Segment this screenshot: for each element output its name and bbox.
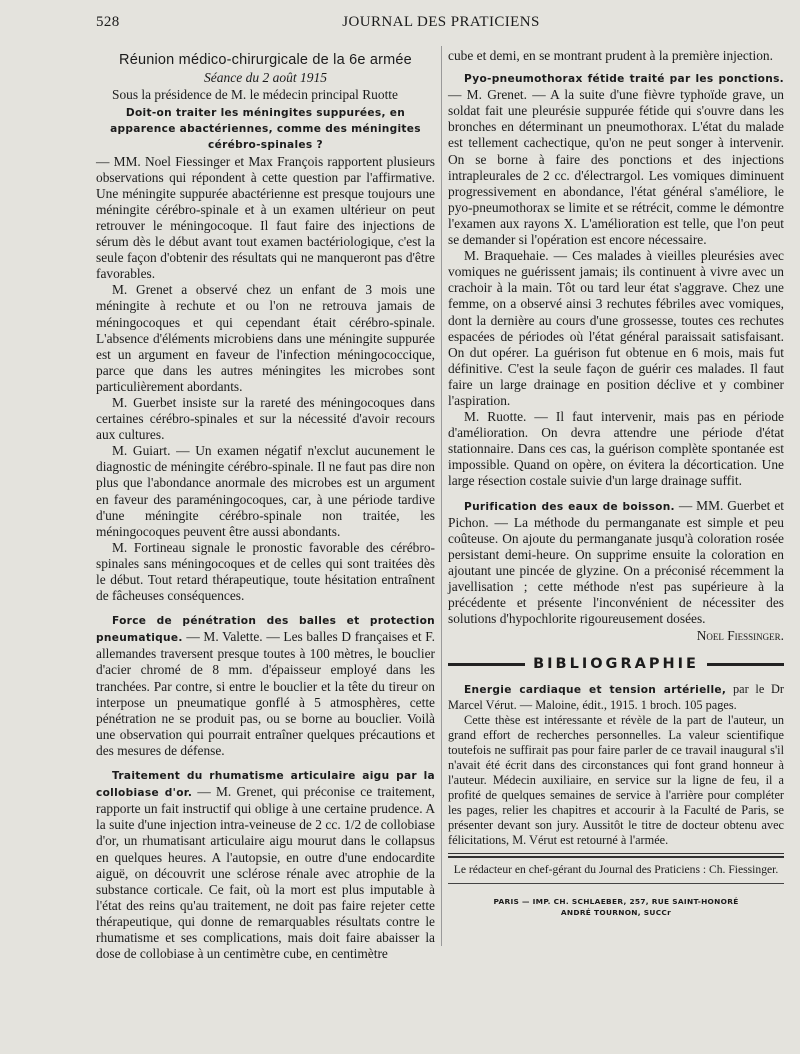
topic-title-balles: Force de pénétration des balles et protection pneumatique. [96, 615, 435, 645]
imprint-line-2: ANDRÉ TOURNON, SUCCr [560, 907, 672, 917]
paragraph-balles [96, 612, 435, 759]
heading-rule-right [707, 663, 784, 666]
imprint-line-1: PARIS — IMP. CH. SCHLAEBER, 257, RUE SAINT-HONORÉ [493, 896, 739, 906]
paragraph-rhumatisme [96, 767, 435, 962]
paragraph: M. Fortineau signale le pronostic favorable des cérébro-spinales sans méningocoques et de celles qui sont traitées dès le début. Tout retard thérapeutique, toute hésitation entraînent de fâcheuses conséquences. [96, 539, 435, 604]
redacteur-line: Le rédacteur en chef-gérant du Journal des Praticiens : Ch. Fiessinger. [453, 863, 779, 877]
topic-title-eaux: Purification des eaux de boisson. [464, 500, 675, 513]
footer-rule [448, 853, 784, 858]
imprint [448, 896, 784, 918]
right-column [448, 48, 784, 918]
footer-rule-thin [448, 883, 784, 884]
biblio-text: Cette thèse est intéressante et révèle de la part de l'auteur, un grand effort de recherches personnelles. La valeur scientifique toutefois ne suffirait pas pour faire parler de ce travail inaugural s'il n'avait été écrit dans des circonstances qui font grand honneur à l'auteur. Médecin auxiliaire, en service sur la ligne de feu, il a profité de quelques semaines de service à l'arrière pour compléter les pages, relier les chapitres et accourir à la Faculté de Paris, se présenter devant son jury. Aussitôt le titre de docteur obtenu avec félicitations, M. Vérut est retourné à l'armée. [448, 713, 784, 847]
section-title: Réunion médico-chirurgicale de la 6e armée [119, 52, 412, 68]
paragraph-text: — M. Grenet. — A la suite d'une fièvre typhoïde grave, un soldat fait une pleurésie suppurée fétide qui s'ouvre dans les bronches en déterminant un pneumothorax. L'état du malade est tellement cachectique, qu'on ne peut songer à intervenir. On se borne à faire des ponctions et des injections intrapleurales de 2 cc. d'électrargol. Les vomiques diminuent progressivement en abondance, l'état général s'améliore, le pyo-pneumothorax se limite et se rétrécit, comme le démontre l'examen aux rayons X. L'amélioration est telle, que l'on peut se demander si l'opération est encore nécessaire. [448, 87, 784, 248]
heading-rule-left [448, 663, 525, 666]
paragraph-continued: cube et demi, en se montrant prudent à la première injection. [448, 48, 773, 63]
bibliographie-label: BIBLIOGRAPHIE [533, 656, 699, 673]
left-column [96, 48, 435, 962]
bibliographie-heading [448, 656, 784, 672]
column-divider [441, 46, 442, 946]
paragraph: M. Guiart. — Un examen négatif n'exclut aucunement le diagnostic de méningite cérébro-spinale. Il ne faut pas dire non plus que l'abondance anormale des microbes est un argument en faveur des paraméningocoques, car, à une période tardive d'une méningite cérébro-spinale non traitée, les méningocoques peuvent être aussi abondants. [96, 443, 435, 539]
page-number: 528 [96, 14, 120, 30]
paragraph-text: — M. Grenet, qui préconise ce traitement, rapporte un fait instructif qui oblige à une certaine prudence. A la suite d'une injection intra-veineuse de 2 cc. 1/2 de collobiase d'or, un rhumatisant articulaire aigu mourut dans le collapsus en quelques heures. A l'autopsie, en outre d'une endocardite aiguë, on découvrit une sclérose rénale avec atrophie de la substance corticale. Ce fait, où la mort est plus imputable à l'état des reins qu'au traitement, ne doit pas faire rejeter cette thérapeutique, qui donne de remarquables résultats contre le rhumatisme et ses complications, mais doit faire abaisser la dose de collobiase à un centimètre cube, en centimètre [96, 784, 435, 962]
journal-title: JOURNAL DES PRATICIENS [342, 14, 540, 30]
biblio-entry [448, 682, 784, 713]
presidence-line: Sous la présidence de M. le médecin principal Ruotte [112, 87, 398, 103]
topic-title-meningites: Doit-on traiter les méningites suppurées, en apparence abactériennes, comme des méningites cérébro-spinales ? [110, 107, 421, 152]
topic-title-rhumatisme: Traitement du rhumatisme articulaire aigu par la collobiase d'or. [96, 770, 435, 800]
signature: Noel Fiessinger. [696, 628, 784, 644]
topic-title-pyo: Pyo-pneumothorax fétide traité par les ponctions. [464, 73, 784, 86]
paragraph: M. Grenet a observé chez un enfant de 3 mois une méningite à rechute et ou l'on ne retrouva jamais de méningocoques et qui cependant était cérébro-spinale. L'absence d'éléments microbiens dans une méningite suppurée est un argument en faveur de l'infection méningococcique, parce que dans les autres méningites les microbes sont particulièrement abordants. [96, 282, 435, 394]
paragraph: M. Braquehaie. — Ces malades à vieilles pleurésies avec vomiques ne guérissent jamais; ils continuent à vivre avec un crachoir à la main. Tôt ou tard leur état s'aggrave. Chez une femme, on a observé ainsi 3 rechutes fébriles avec vomiques, dont la dernière au cours d'une grossesse, toutes ces rechutes espacées de périodes où l'état général paraissait satisfaisant. On dut opérer. La guérison fut obtenue en 6 mois, mais fut définitive. C'est la seule façon de guérir ces malades. Il faut faire un large drainage en position déclive et y combiner l'aspiration. [448, 248, 784, 408]
page-header [96, 14, 786, 36]
paragraph-text: — MM. Guerbet et Pichon. — La méthode du permanganate est simple et peu coûteuse. On ajoute du permanganate jusqu'à coloration rosée persistant demi-heure. On supprime ensuite la coloration en ajoutant une pincée de glyzine. On a préconisé récemment la javellisation ; cette méthode n'est pas supérieure à la précédente et présente l'inconvénient de nécessiter des solutions d'hypochlorite rigoureusement dosées. [448, 497, 784, 627]
biblio-entry-title: Energie cardiaque et tension artérielle, [464, 684, 727, 697]
biblio-entry-ref: par le Dr Marcel Vérut. — Maloine, édit., 1915. 1 broch. 105 pages. [448, 682, 784, 713]
paragraph: M. Guerbet insiste sur la rareté des méningocoques dans certaines cérébro-spinales et sur la nécessité d'avoir recours aux cultures. [96, 394, 435, 443]
paragraph-eaux [448, 498, 784, 628]
paragraph-pyo [448, 70, 784, 248]
paragraph: M. Ruotte. — Il faut intervenir, mais pas en période d'amélioration. On devra attendre une période d'état stationnaire. Dans ces cas, la guérison complète spontanée est impossible. Quand on opère, on évitera la décortication. Une large résection costale suivie d'un large drainage suffit. [448, 409, 784, 489]
paragraph-text: — M. Valette. — Les balles D françaises et F. allemandes traversent presque toutes à 100 mètres, le bouclier d'acier chromé de 8 mm. d'épaisseur employé dans les tranchées. Par contre, si entre le bouclier et la tête du tireur on interpose un pneumatique gonflé à 5 atmosphères, cette pénétration ne se produit pas, ou se borne au bouclier. Voilà une observation qui pourrait entraîner quelques précautions et des mesures de défense. [96, 629, 435, 758]
paragraph: — MM. Noel Fiessinger et Max François rapportent plusieurs observations qui répondent à cette question par l'affirmative. Une méningite suppurée abactérienne est presque toujours une méningite cérébro-spinale et à un examen ultérieur on peut retrouver le méningocoque. Il faut faire des injections de sérum dès le début avant tout examen bactériologique, c'est la seule façon d'obtenir des résultats qui ne manqueront pas d'être favorables. [96, 153, 435, 282]
seance-date: Séance du 2 août 1915 [204, 70, 327, 86]
